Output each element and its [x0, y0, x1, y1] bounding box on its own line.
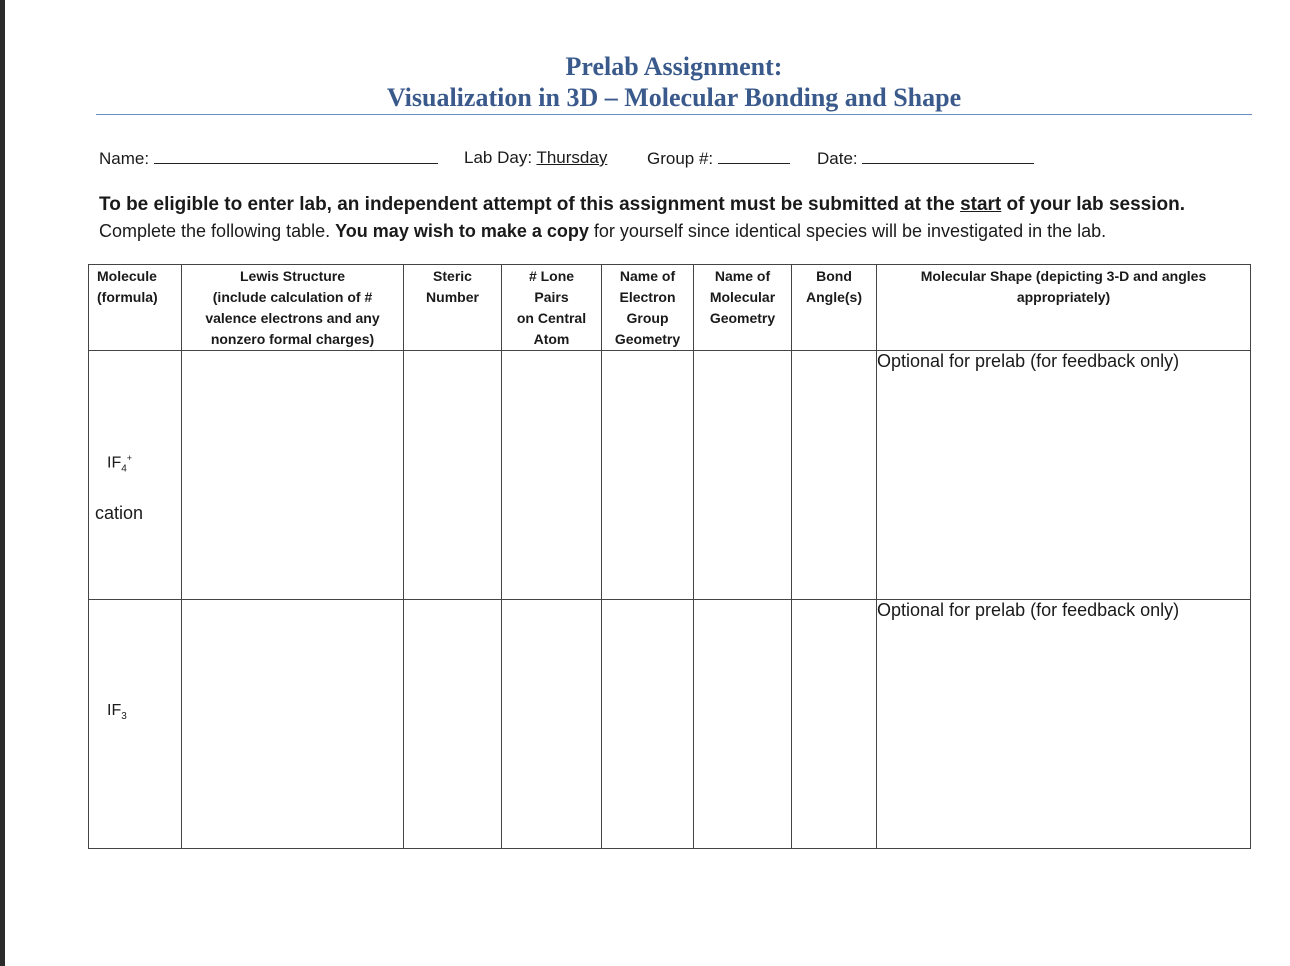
name-label: Name:: [99, 149, 150, 168]
electron-geometry-cell[interactable]: [602, 351, 694, 600]
lab-day-value: Thursday: [536, 148, 608, 167]
lewis-structure-cell[interactable]: [182, 351, 404, 600]
molecule-cell: [89, 351, 182, 600]
lone-pairs-cell[interactable]: [502, 600, 602, 849]
header-lewis-structure: Lewis Structure (include calculation of # valence electrons and any nonzero formal charges): [182, 265, 404, 351]
header-molecule: Molecule (formula): [89, 265, 182, 351]
notice-text-1: To be eligible to enter lab, an independent attempt of this assignment must be submitted at the: [99, 194, 961, 215]
electron-geometry-cell[interactable]: [602, 600, 694, 849]
title-divider: [96, 114, 1252, 115]
sub-bold: You may wish to make a copy: [335, 221, 589, 241]
molecular-shape-cell[interactable]: Optional for prelab (for feedback only): [877, 600, 1251, 849]
group-blank[interactable]: [718, 148, 790, 164]
notice-emphasis: start: [960, 194, 1002, 215]
lab-day-label: Lab Day:: [464, 148, 533, 167]
viewer-left-edge: [0, 0, 5, 966]
table-instructions: [99, 221, 1106, 242]
lewis-structure-cell[interactable]: [182, 600, 404, 849]
name-field[interactable]: [99, 148, 438, 169]
header-bond-angles: Bond Angle(s): [792, 265, 877, 351]
table-row: [89, 600, 1251, 849]
lone-pairs-cell[interactable]: [502, 351, 602, 600]
molecule-table: [88, 264, 1251, 849]
header-steric-number: Steric Number: [404, 265, 502, 351]
name-blank[interactable]: [154, 148, 438, 164]
header-molecular-shape: Molecular Shape (depicting 3-D and angles appropriately): [877, 265, 1251, 351]
molecule-formula: $IF_3$: [107, 702, 127, 723]
table-row: [89, 351, 1251, 600]
eligibility-notice: [99, 194, 1185, 216]
molecule-formula: $IF_4^+$: [107, 453, 133, 475]
sub-text-2: for yourself since identical species will be investigated in the lab.: [588, 221, 1107, 241]
molecule-cell: [89, 600, 182, 849]
sub-text-1: Complete the following table.: [99, 221, 336, 241]
molecular-geometry-cell[interactable]: [694, 600, 792, 849]
header-electron-geometry: Name of Electron Group Geometry: [602, 265, 694, 351]
date-blank[interactable]: [862, 148, 1034, 164]
date-field[interactable]: [817, 148, 1034, 169]
bond-angles-cell[interactable]: [792, 351, 877, 600]
steric-number-cell[interactable]: [404, 351, 502, 600]
bond-angles-cell[interactable]: [792, 600, 877, 849]
molecule-descriptor: cation: [95, 503, 144, 523]
header-molecular-geometry: Name of Molecular Geometry: [694, 265, 792, 351]
table-header-row: [89, 265, 1251, 351]
group-label: Group #:: [647, 149, 714, 168]
lab-day-field: [464, 148, 607, 168]
title-line-1: Prelab Assignment:: [565, 52, 783, 81]
notice-text-2: of your lab session.: [1001, 194, 1185, 215]
group-field[interactable]: [647, 148, 790, 169]
molecular-geometry-cell[interactable]: [694, 351, 792, 600]
header-lone-pairs: # Lone Pairs on Central Atom: [502, 265, 602, 351]
date-label: Date:: [817, 149, 858, 168]
steric-number-cell[interactable]: [404, 600, 502, 849]
molecular-shape-cell[interactable]: Optional for prelab (for feedback only): [877, 351, 1251, 600]
document-title: [96, 52, 1252, 114]
title-line-2: Visualization in 3D – Molecular Bonding and Shape: [386, 83, 962, 112]
